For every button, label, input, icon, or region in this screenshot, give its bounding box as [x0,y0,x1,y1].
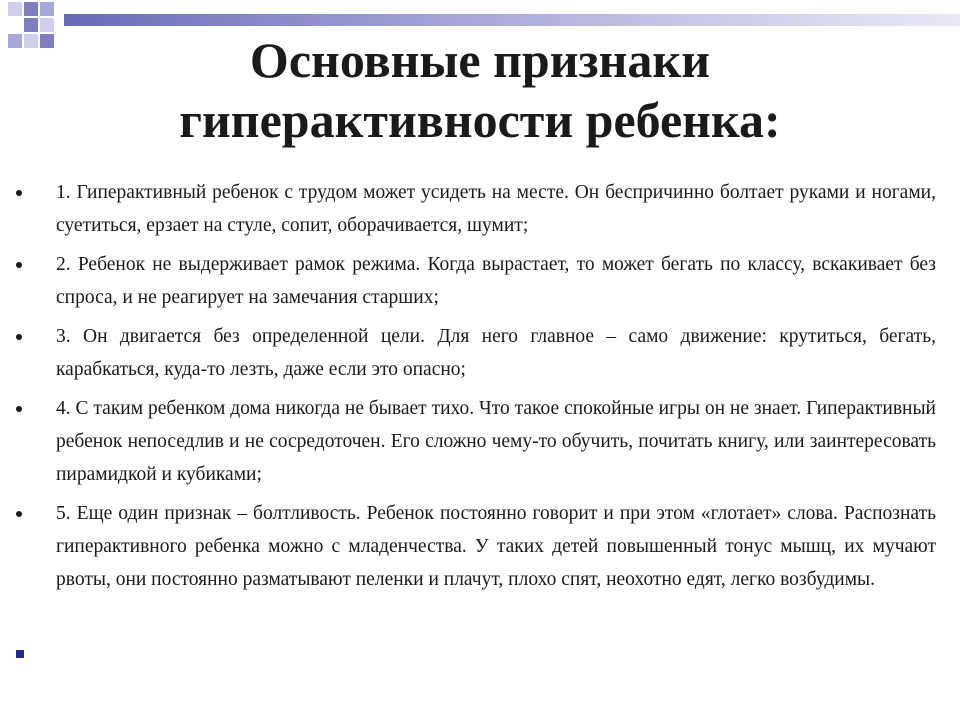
decor-square [40,2,54,16]
bullet-dot-icon [16,511,22,517]
decor-square [24,18,38,32]
bullet-item-2 [14,248,936,314]
bullet-text: 2. Ребенок не выдерживает рамок режима. Когда вырастает, то может бегать по классу, вскакивает без спроса, и не реагирует на замечания старших; [56,254,936,308]
decor-square [24,34,38,48]
slide-title [40,30,920,150]
top-gradient-band [64,14,960,26]
bullet-item-1 [14,176,936,242]
title-line-1: Основные признаки [249,32,711,88]
bullet-item-4 [14,392,936,491]
decor-square [8,34,22,48]
bullet-text: 3. Он двигается без определенной цели. Для него главное – само движение: крутиться, бегать, карабкаться, куда-то лезть, даже если это опасно; [56,326,936,380]
decor-square [24,2,38,16]
decor-square [8,2,22,16]
bullet-list [14,176,936,602]
bullet-dot-icon [16,406,22,412]
bullet-item-3 [14,320,936,386]
bullet-dot-icon [16,262,22,268]
title-line-2: гиперактивности ребенка: [179,92,781,148]
bullet-item-5 [14,497,936,596]
empty-bullet-square-icon [16,650,24,658]
bullet-dot-icon [16,334,22,340]
bullet-text: 5. Еще один признак – болтливость. Ребенок постоянно говорит и при этом «глотает» слова. Распознать гиперактивного ребенка можно с младенчества. У таких детей повышенный тонус мышц, их мучают рвоты, они постоянно разматывают пеленки и плачут, плохо спят, неохотно едят, легко возбудимы. [56,503,936,590]
bullet-text: 1. Гиперактивный ребенок с трудом может усидеть на месте. Он беспричинно болтает руками и ногами, суетиться, ерзает на стуле, сопит, оборачивается, шумит; [56,182,936,236]
bullet-dot-icon [16,190,22,196]
bullet-text: 4. С таким ребенком дома никогда не бывает тихо. Что такое спокойные игры он не знает. Гиперактивный ребенок непоседлив и не сосредоточен. Его сложно чему-то обучить, почитать книгу, или заинтересовать пирамидкой и кубиками; [56,398,936,485]
